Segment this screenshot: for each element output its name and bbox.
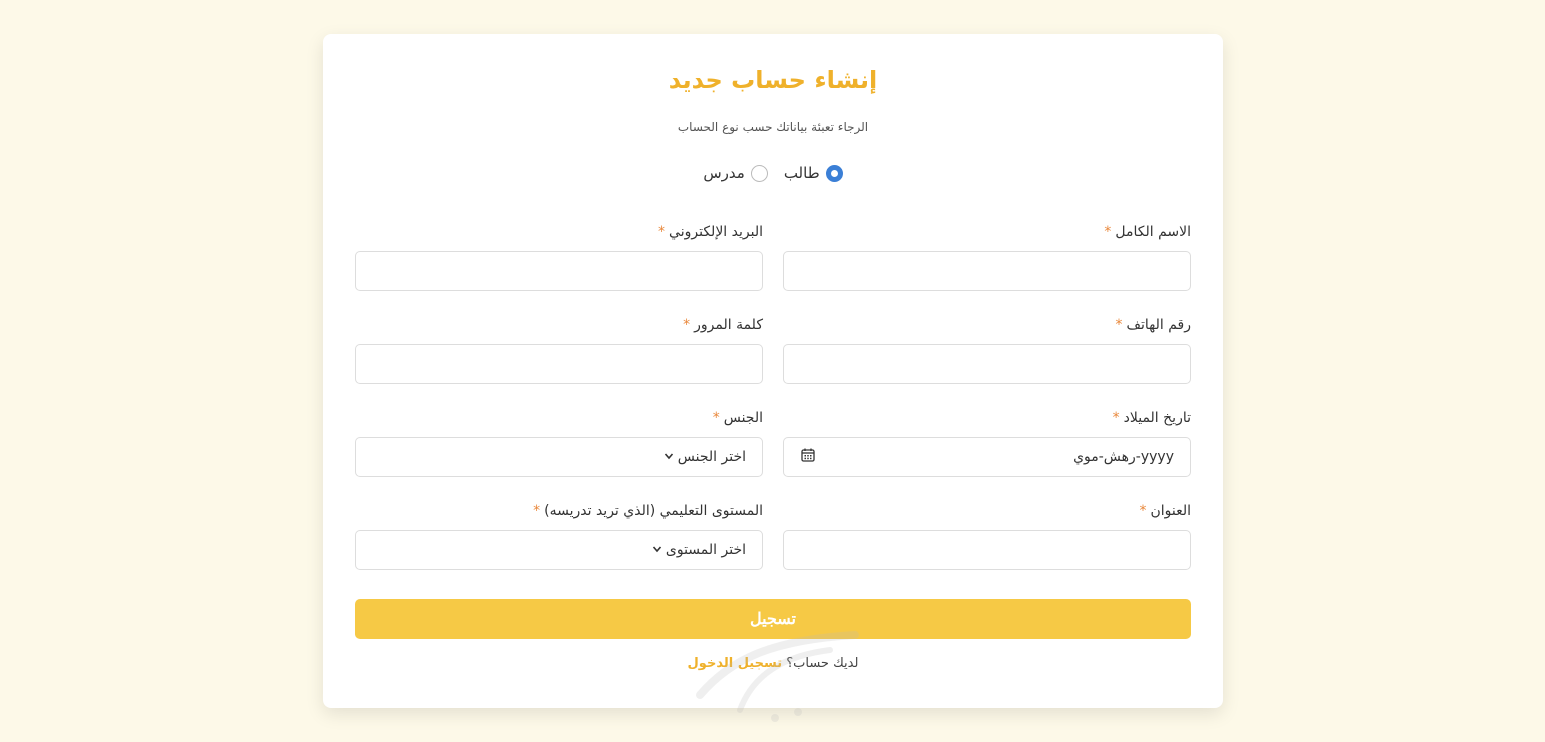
login-link[interactable]: تسجيل الدخول xyxy=(687,656,783,671)
email-input[interactable] xyxy=(355,251,763,291)
birth-date-label: تاريخ الميلاد* xyxy=(1112,410,1191,426)
required-mark: * xyxy=(658,224,666,240)
student-radio-label: طالب xyxy=(783,164,820,182)
required-mark: * xyxy=(683,317,691,333)
chevron-down-icon xyxy=(652,543,662,557)
education-level-select[interactable] xyxy=(355,530,763,570)
education-level-label: المستوى التعليمي (الذي تريد تدريسه)* xyxy=(533,503,763,519)
birth-date-value: yyyy-رهش-موي xyxy=(1073,449,1174,465)
required-mark: * xyxy=(1112,410,1120,426)
gender-field xyxy=(355,408,763,477)
student-radio[interactable] xyxy=(826,165,843,182)
role-option-student[interactable] xyxy=(784,164,843,182)
required-mark: * xyxy=(712,410,720,426)
education-level-field xyxy=(355,501,763,570)
login-prompt-text: لديك حساب؟ xyxy=(786,656,859,671)
required-mark: * xyxy=(1115,317,1123,333)
register-button[interactable]: تسجيل xyxy=(355,599,1191,639)
education-level-select-value: اختر المستوى xyxy=(665,542,746,558)
page-subtitle: الرجاء تعبئة بياناتك حسب نوع الحساب xyxy=(677,120,869,134)
account-type-group xyxy=(323,164,1223,182)
password-label: كلمة المرور* xyxy=(683,317,763,333)
logo-watermark xyxy=(680,600,870,730)
phone-input[interactable] xyxy=(783,344,1191,384)
role-option-teacher[interactable] xyxy=(703,164,767,182)
teacher-radio-label: مدرس xyxy=(703,164,745,182)
chevron-down-icon xyxy=(664,450,674,464)
full-name-input[interactable] xyxy=(783,251,1191,291)
birth-date-field xyxy=(783,408,1191,477)
required-mark: * xyxy=(1139,503,1147,519)
form-grid xyxy=(355,222,1191,570)
address-field xyxy=(783,501,1191,570)
password-input[interactable] xyxy=(355,344,763,384)
full-name-label: الاسم الكامل* xyxy=(1104,224,1191,240)
birth-date-input[interactable] xyxy=(783,437,1191,477)
teacher-radio[interactable] xyxy=(751,165,768,182)
calendar-icon[interactable] xyxy=(800,447,816,467)
email-field xyxy=(355,222,763,291)
gender-label: الجنس* xyxy=(712,410,763,426)
phone-label: رقم الهاتف* xyxy=(1115,317,1191,333)
phone-field xyxy=(783,315,1191,384)
required-mark: * xyxy=(533,503,541,519)
email-label: البريد الإلكتروني* xyxy=(658,224,763,240)
gender-select-value: اختر الجنس xyxy=(677,449,746,465)
address-label: العنوان* xyxy=(1139,503,1191,519)
full-name-field xyxy=(783,222,1191,291)
gender-select[interactable] xyxy=(355,437,763,477)
required-mark: * xyxy=(1104,224,1112,240)
password-field xyxy=(355,315,763,384)
page-title: إنشاء حساب جديد xyxy=(668,66,878,94)
address-input[interactable] xyxy=(783,530,1191,570)
